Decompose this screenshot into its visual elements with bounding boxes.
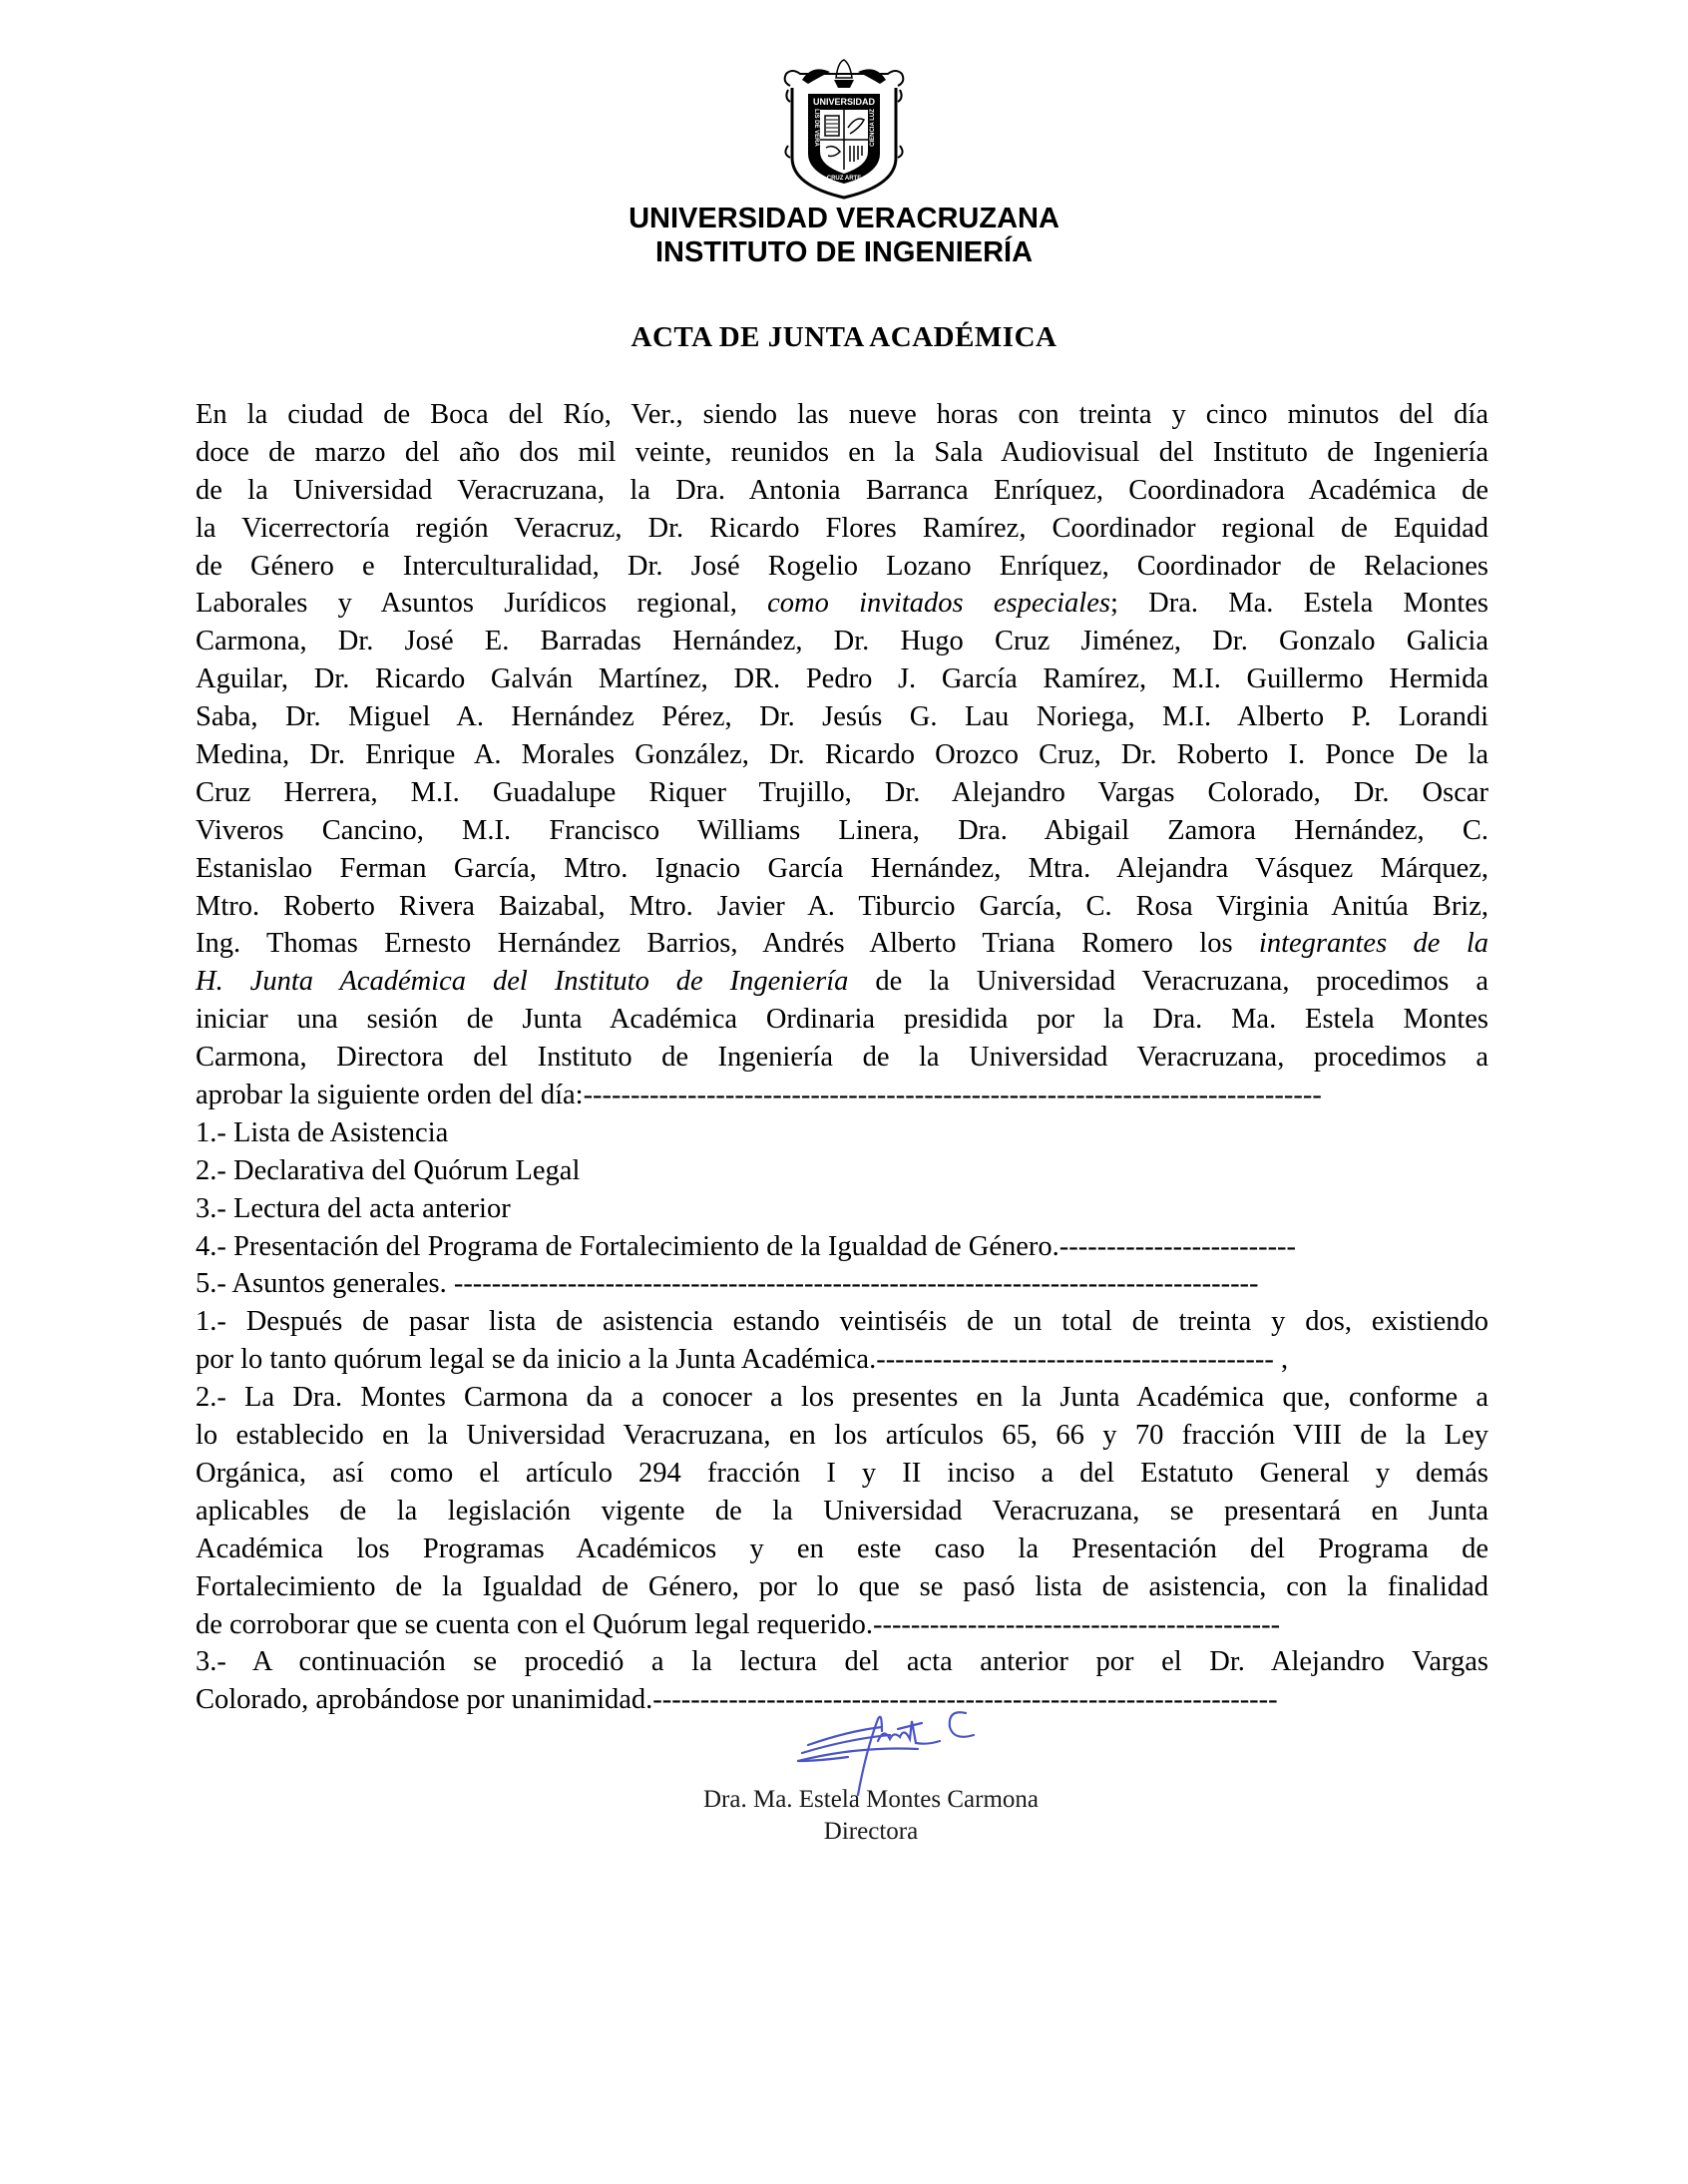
text-segment: Cruz Herrera, M.I. Guadalupe Riquer Trujillo, Dr. Alejandro Vargas Colorado, Dr. Oscar (196, 776, 1488, 808)
department-name: INSTITUTO DE INGENIERÍA (654, 236, 1034, 268)
text-segment: ; Dra. Ma. Estela Montes (1109, 588, 1488, 620)
paragraph-line (196, 850, 1488, 888)
paragraph-line (196, 472, 1488, 510)
svg-text:CRUZ ARTE: CRUZ ARTE (826, 176, 862, 182)
resolution-line: 2.- La Dra. Montes Carmona da a conocer a los presentes en la Junta Académica que, conforme a (196, 1382, 1488, 1414)
paragraph-line (196, 698, 1488, 736)
paragraph-line (196, 585, 1488, 623)
agenda-item: 3.- Lectura del acta anterior (196, 1192, 511, 1224)
text-segment: Carmona, Directora del Instituto de Ingeniería de la Universidad Veracruzana, procedimos a (196, 1042, 1488, 1074)
paragraph-line (196, 623, 1488, 660)
text-segment: En la ciudad de Boca del Río, Ver., siendo las nueve horas con treinta y cinco minutos del día (196, 399, 1488, 430)
paragraph-line (196, 963, 1488, 1001)
text-segment: Carmona, Dr. José E. Barradas Hernández, Dr. Hugo Cruz Jiménez, Dr. Gonzalo Galicia (196, 626, 1488, 657)
signature-icon (778, 1691, 1018, 1801)
text-segment: iniciar una sesión de Junta Académica Ordinaria presidida por la Dra. Ma. Estela Montes (196, 1004, 1488, 1036)
institution-name: UNIVERSIDAD VERACRUZANA (629, 203, 1059, 234)
svg-text:CIENCIA LUZ: CIENCIA LUZ (870, 109, 876, 147)
text-segment: Ing. Thomas Ernesto Hernández Barrios, Andrés Alberto Triana Romero los (196, 928, 1259, 960)
paragraph-line (196, 1001, 1488, 1039)
resolution-line: Orgánica, así como el artículo 294 fracción I y II inciso a del Estatuto General y demás (196, 1457, 1488, 1489)
paragraph-line (196, 1039, 1488, 1077)
italic-text: como invitados especiales (767, 588, 1110, 620)
paragraph-line (196, 548, 1488, 586)
opening-paragraph (196, 396, 1488, 1114)
agenda-item: 5.- Asuntos generales. ------------------------------------------------------------------------------------- (196, 1268, 1259, 1300)
resolution-line: Fortalecimiento de la Igualdad de Género, por lo que se pasó lista de asistencia, con la finalidad (196, 1570, 1488, 1602)
text-segment: Estanislao Ferman García, Mtro. Ignacio García Hernández, Mtra. Alejandra Vásquez Márquez, (196, 852, 1488, 884)
agenda-item: 2.- Declarativa del Quórum Legal (196, 1154, 581, 1186)
text-segment: aprobar la siguiente orden del día:------------------------------------------------------------------------------ (196, 1080, 1322, 1111)
resolution-line: 3.- A continuación se procedió a la lectura del acta anterior por el Dr. Alejandro Vargas (196, 1646, 1488, 1678)
text-segment: doce de marzo del año dos mil veinte, reunidos en la Sala Audiovisual del Instituto de Ingeniería (196, 436, 1488, 468)
paragraph-line (196, 925, 1488, 963)
italic-text: H. Junta Académica del Instituto de Ingeniería (196, 966, 849, 998)
paragraph-line (196, 396, 1488, 434)
text-segment: de la Universidad Veracruzana, procedimos a (848, 966, 1489, 998)
resolution-line: por lo tanto quórum legal se da inicio a la Junta Académica.------------------------------------------ , (196, 1344, 1289, 1376)
text-segment: la Vicerrectoría región Veracruz, Dr. Ricardo Flores Ramírez, Coordinador regional de Equidad (196, 512, 1488, 544)
agenda-item: 1.- Lista de Asistencia (196, 1116, 449, 1148)
resolution-line: aplicables de la legislación vigente de la Universidad Veracruzana, se presentará en Junta (196, 1495, 1488, 1527)
resolution-item (196, 1379, 1488, 1643)
resolution-item (196, 1303, 1488, 1379)
text-segment: Mtro. Roberto Rivera Baizabal, Mtro. Javier A. Tiburcio García, C. Rosa Virginia Anitúa Briz, (196, 890, 1488, 922)
agenda-list (196, 1114, 1488, 1303)
paragraph-line (196, 888, 1488, 926)
text-segment: de la Universidad Veracruzana, la Dra. Antonia Barranca Enríquez, Coordinadora Académica de (196, 474, 1488, 506)
resolution-line: Colorado, aprobándose por unanimidad.------------------------------------------------------------------ (196, 1684, 1278, 1716)
document-body (196, 396, 1488, 1719)
resolution-line: 1.- Después de pasar lista de asistencia estando veintiséis de un total de treinta y dos, existiendo (196, 1306, 1488, 1338)
signer-role: Directora (823, 1818, 919, 1845)
agenda-item: 4.- Presentación del Programa de Fortalecimiento de la Igualdad de Género.------------------------- (196, 1230, 1297, 1262)
resolution-line: de corroborar que se cuenta con el Quórum legal requerido.------------------------------------------- (196, 1608, 1281, 1640)
resolution-line: lo establecido en la Universidad Veracruzana, en los artículos 65, 66 y 70 fracción VIII de la Ley (196, 1420, 1488, 1452)
italic-text: integrantes de la (1258, 928, 1488, 960)
svg-text:UNIVERSIDAD: UNIVERSIDAD (812, 97, 876, 107)
paragraph-line (196, 812, 1488, 850)
text-segment: Laborales y Asuntos Jurídicos regional, (196, 588, 768, 620)
resolution-line: Académica los Programas Académicos y en este caso la Presentación del Programa de (196, 1532, 1488, 1564)
paragraph-line (196, 434, 1488, 472)
signer-name: Dra. Ma. Estela Montes Carmona (702, 1786, 1040, 1813)
paragraph-line (196, 510, 1488, 548)
svg-text:LIS DE VERA: LIS DE VERA (813, 109, 819, 147)
paragraph-line (196, 774, 1488, 812)
university-seal-icon (778, 58, 910, 203)
text-segment: Saba, Dr. Miguel A. Hernández Pérez, Dr. Jesús G. Lau Noriega, M.I. Alberto P. Lorandi (196, 701, 1488, 733)
paragraph-line (196, 660, 1488, 698)
text-segment: Medina, Dr. Enrique A. Morales González, Dr. Ricardo Orozco Cruz, Dr. Roberto I. Ponce De la (196, 739, 1488, 771)
paragraph-line (196, 736, 1488, 774)
text-segment: Viveros Cancino, M.I. Francisco Williams Linera, Dra. Abigail Zamora Hernández, C. (196, 814, 1488, 846)
document-title: ACTA DE JUNTA ACADÉMICA (631, 321, 1057, 353)
text-segment: Aguilar, Dr. Ricardo Galván Martínez, DR. Pedro J. García Ramírez, M.I. Guillermo Hermida (196, 663, 1488, 695)
text-segment: de Género e Interculturalidad, Dr. José Rogelio Lozano Enríquez, Coordinador de Relaciones (196, 550, 1488, 582)
resolutions (196, 1303, 1488, 1719)
paragraph-line (196, 1077, 1488, 1114)
